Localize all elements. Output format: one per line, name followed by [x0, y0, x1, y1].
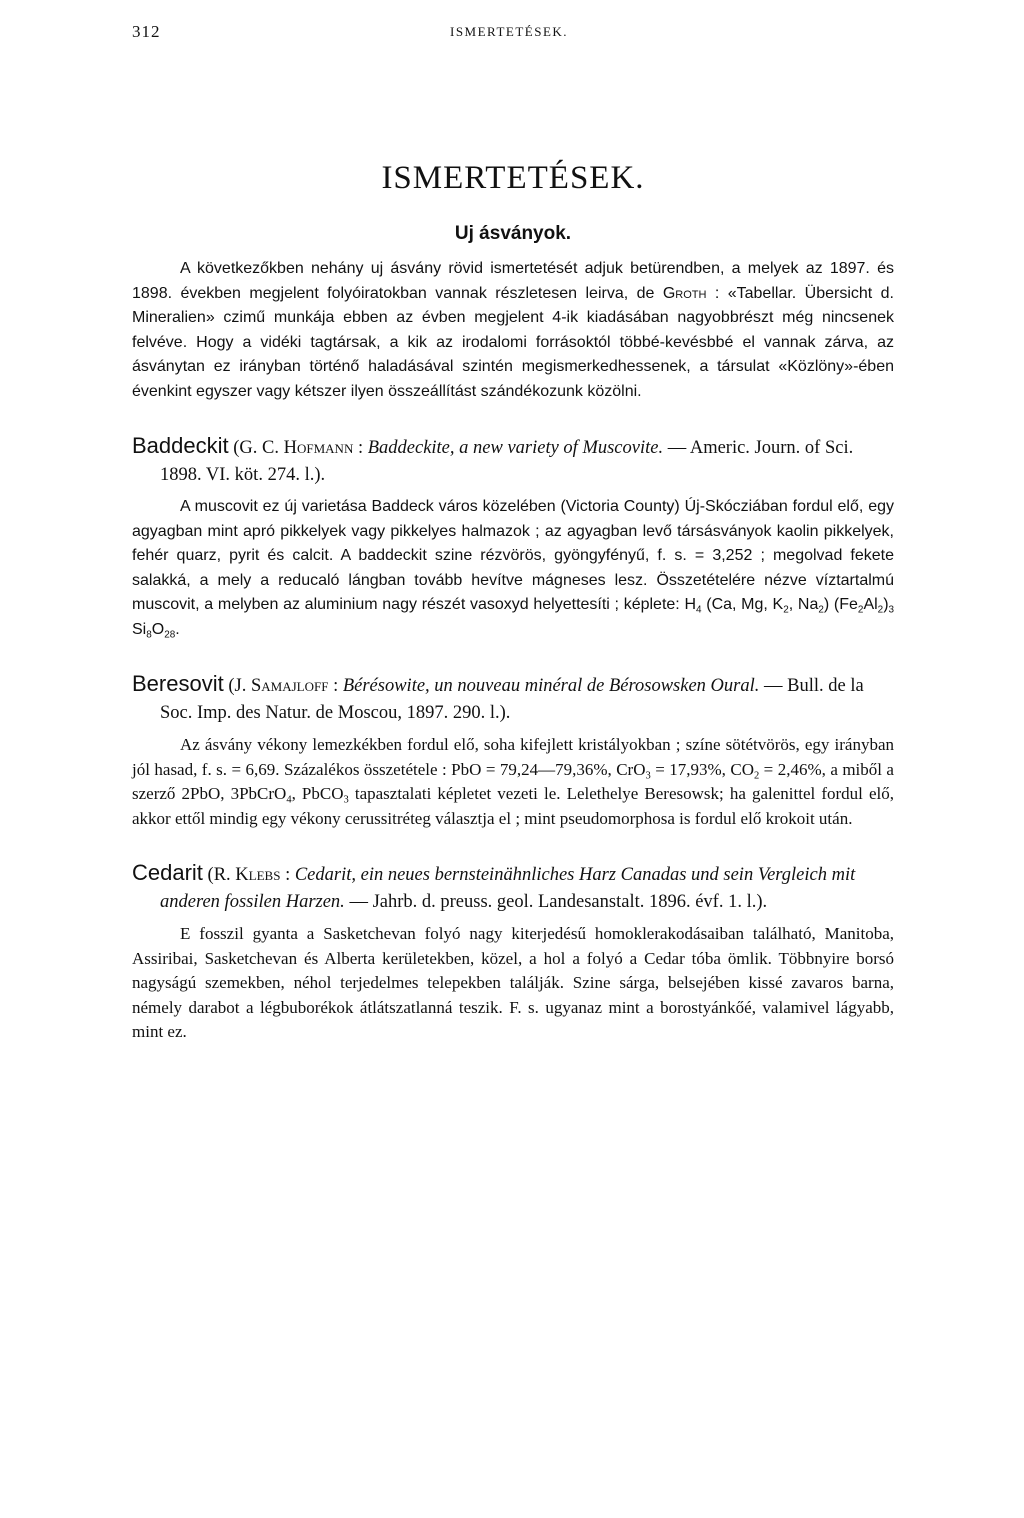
desc-text: E fosszil gyanta a Sasketchevan folyó nagy kiterjedésű homoklerakodásaiban található, Manitoba, Assiribai, Sasketchevan és Alberta kerületekben, közel, a hol a folyó a Cedar tóba ömlik. Többnyire borsó nagyságú szemekben, néhol terjedelmes telepekben találják. Szine sárga, belsejében kissé zavaros barna, némely darabot a légbuborékok átlátszatlanná teszik. F. s. ugyanaz mint a borostyánkőé, valamivel lágyabb, mint ez. — [132, 924, 894, 1041]
desc-text: tapasztalati képletet vezeti le. Lelethelye Beresowsk; ha galenittel fordul elő, akkor ettől mindig egy vékony cerussitréteg választja el ; mint pseudomorphosa is fordul elő krokoit után. — [132, 784, 894, 828]
running-title: ISMERTETÉSEK. — [450, 24, 569, 39]
subscript: 3 — [888, 604, 895, 616]
subscript: 4 — [696, 604, 702, 616]
author-name: Hofmann — [283, 438, 354, 458]
publication-title: Cedarit, ein neues bernsteinähnliches Harz Canadas und sein Vergleich mit anderen fossilen Harzen. — [160, 865, 856, 912]
author-name: Samajloff — [250, 676, 329, 696]
subscript: 3 — [645, 770, 651, 782]
publication-reference: — Jahrb. d. preuss. geol. Landesanstalt. 1896. évf. 1. l.). — [344, 892, 768, 912]
intro-text-2: : «Tabellar. Übersicht d. Mineralien» czimű munkája ebben az évben megjelent 4-ik kiadásában nagyobbrészt még nincsenek felvéve. Hogy a vidéki tagtársak, a kik az irodalomi forrásoktól többé-kevésbbé el vannak zárva, az ásványtan ez irányban történő haladásával szintén megismerkedhessenek, a társulat «Közlöny»-ében évenkint egyszer vagy kétszer ilyen összeállítást szándékozunk közölni. — [132, 284, 894, 400]
subscript: 2 — [857, 604, 864, 616]
desc-text: . — [175, 620, 180, 638]
mineral-name: Baddeckit — [132, 433, 229, 458]
intro-author: Groth — [662, 284, 707, 302]
subsection-title: Uj ásványok. — [454, 223, 572, 244]
page-number: 312 — [132, 22, 161, 41]
desc-text: O — [151, 620, 165, 638]
section-title: ISMERTETÉSEK. — [381, 160, 645, 196]
running-head — [132, 22, 892, 42]
desc-text: = 17,93%, CO — [650, 759, 754, 779]
subscript: 28 — [164, 628, 176, 640]
intro-text-1: A következőkben nehány uj ásvány rövid ismertetését adjuk betürendben, a melyek az 1897. és 1898. években megjelent folyóiratokban vannak részletesen leirva, de — [132, 260, 894, 302]
subscript: 8 — [146, 628, 152, 640]
publication-title: Baddeckite, a new variety of Muscovite. — [367, 438, 664, 458]
desc-text: ) (Fe — [823, 596, 858, 613]
desc-text: = 2,46%, a miből a szerző 2PbO, 3PbCrO — [132, 759, 894, 803]
subscript: 4 — [286, 794, 292, 806]
author-name: Klebs — [235, 865, 281, 885]
author-initials: (R. — [207, 865, 236, 885]
subscript: 2 — [753, 770, 760, 782]
mineral-name: Cedarit — [132, 860, 203, 885]
entry-description — [132, 922, 894, 1045]
author-initials: (G. C. — [233, 438, 284, 458]
desc-text: Az ásvány vékony lemezkékben fordul elő, soha kifejlett kristályokban ; színe sötétvörös, egy irányban jól hasad, f. s. = 6,69. Százalékos összetétele : PbO = 79,24—79,36%, CrO — [132, 735, 894, 779]
entry-header: Cedarit (R. Klebs : Cedarit, ein neues bernsteinähnliches Harz Canadas und sein Vergleich mit anderen fossilen Harzen. — Jahrb. d. preuss. geol. Landesanstalt. 1896. évf. 1. l.). — [132, 860, 856, 912]
entry-description — [132, 733, 894, 831]
subscript: 2 — [783, 604, 789, 616]
entry-cedarit — [132, 859, 894, 1045]
publication-reference: — Bull. de la Soc. Imp. des Natur. de Moscou, 1897. 290. l.). — [160, 676, 864, 723]
subscript: 3 — [343, 794, 349, 806]
desc-text: , Na — [788, 596, 819, 613]
desc-text: Si — [132, 620, 147, 638]
intro-paragraph — [132, 257, 894, 404]
entry-description — [132, 495, 894, 642]
desc-text: A muscovit ez új varietása Baddeck város közelében (Victoria County) Új-Skócziában fordul elő, egy agyagban mint apró pikkelyek vagy pikkelyes halmazok ; az agyagban levő társásványok kaolin pikkelyek, fehér quarz, pyrit és calcit. A baddeckit szine rézvörös, gyöngyfényű, f. s. = 3,252 ; megolvad fekete salakká, a mely a reducaló lángban tovább hevítve mágneses lesz. Összetételére nézve víztartalmú muscovit, a melyben az aluminium nagy részét vasoxyd helyettesíti ; képlete: H — [132, 498, 894, 613]
desc-text: Al — [863, 596, 878, 613]
desc-text: ) — [883, 596, 889, 613]
subscript: 2 — [818, 604, 824, 616]
subscript: 2 — [877, 604, 884, 616]
page-body — [132, 160, 894, 1045]
entry-beresovit — [132, 670, 894, 831]
author-initials: (J. — [228, 676, 251, 696]
mineral-name: Beresovit — [132, 671, 224, 696]
entry-baddeckit — [132, 432, 894, 642]
desc-text: , PbCO — [291, 784, 344, 803]
entry-header: Beresovit (J. Samajloff : Bérésowite, un nouveau minéral de Bérosowsken Oural. — Bull. de la Soc. Imp. des Natur. de Moscou, 1897. 290. l.). — [132, 671, 864, 723]
publication-title: Bérésowite, un nouveau minéral de Bérosowsken Oural. — [342, 676, 760, 696]
desc-text: (Ca, Mg, K — [701, 596, 784, 613]
publication-reference: — Americ. Journ. of Sci. 1898. VI. köt. 274. l.). — [160, 438, 854, 485]
entry-header: Baddeckit (G. C. Hofmann : Baddeckite, a new variety of Muscovite. — Americ. Journ. of Sci. 1898. VI. köt. 274. l.). — [132, 433, 854, 485]
